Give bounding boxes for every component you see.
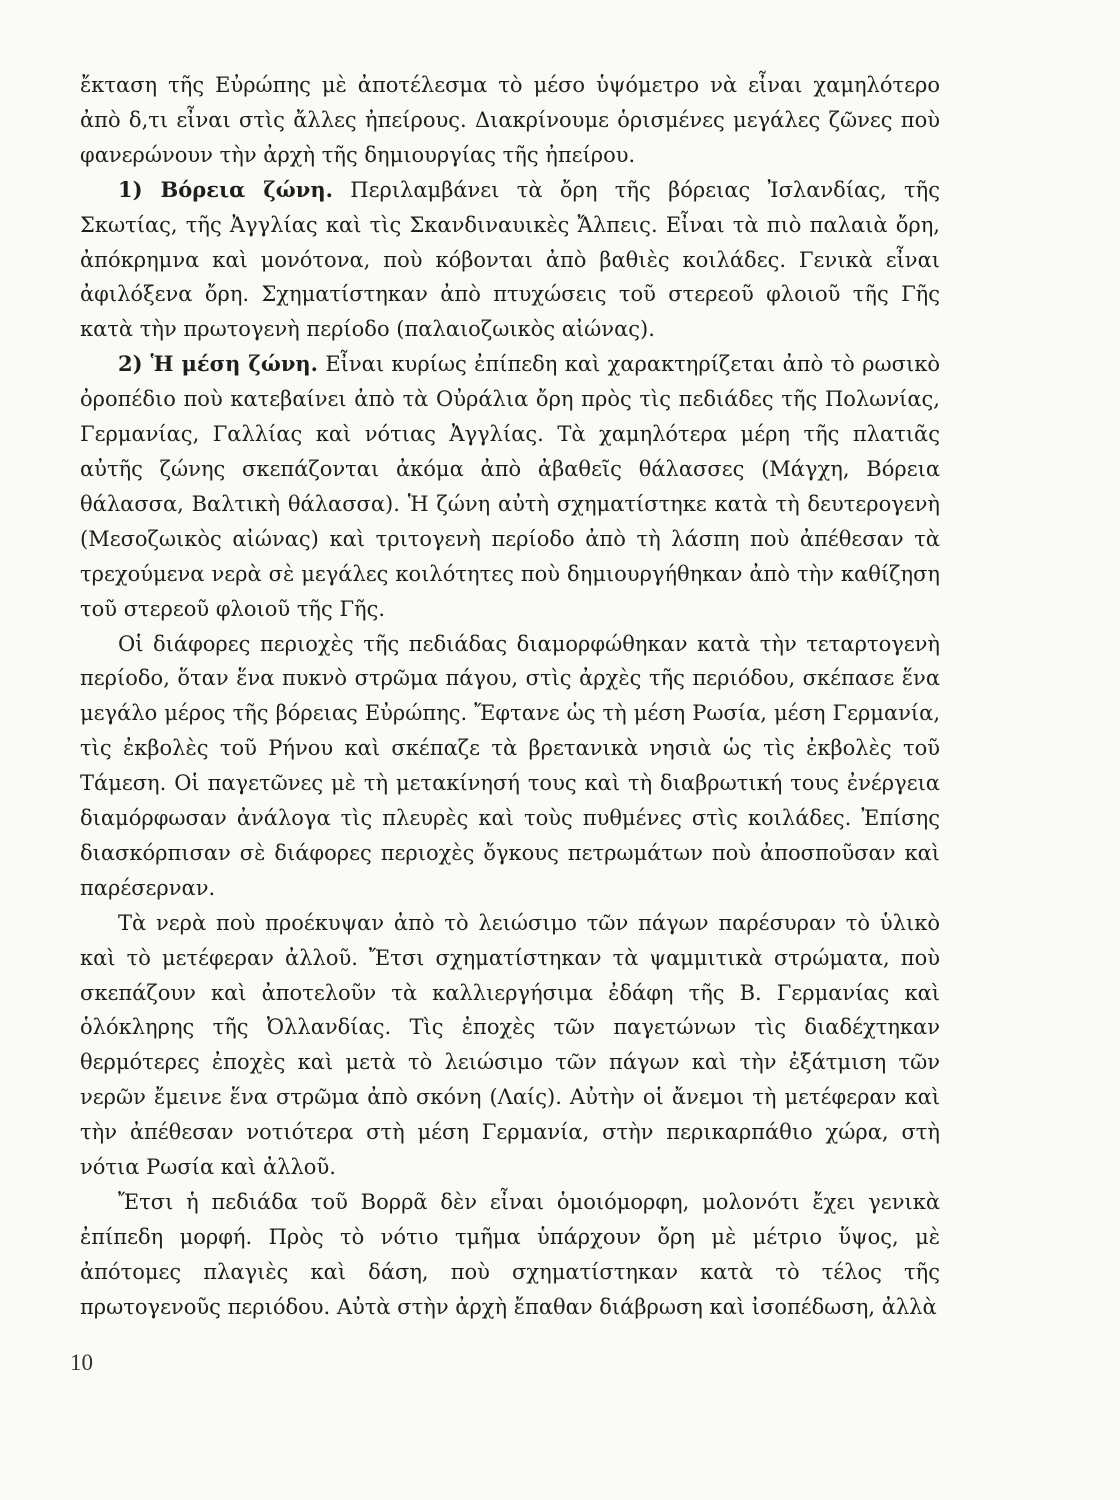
paragraph-4 <box>80 627 940 906</box>
section-heading-northern-zone: 1) Βόρεια ζώνη. <box>118 176 333 202</box>
paragraph-text: Περιλαμβάνει τὰ ὄρη τῆς βόρειας Ἰσλανδίας, τῆς Σκωτίας, τῆς Ἀγγλίας καὶ τὶς Σκανδιναυικὲς Ἄλπεις. Εἶναι τὰ πιὸ παλαιὰ ὄρη, ἀπόκρημνα καὶ μονότονα, ποὺ κόβονται ἀπὸ βαθιὲς κοιλάδες. Γενικὰ εἶναι ἀφιλόξενα ὄρη. Σχηματίστηκαν ἀπὸ πτυχώσεις τοῦ στερεοῦ φλοιοῦ τῆς Γῆς κατὰ τὴν πρωτογενὴ περίοδο (παλαιοζωικὸς αἰώνας). <box>80 177 940 342</box>
paragraph-5 <box>80 906 940 1185</box>
paragraph-1 <box>80 68 940 173</box>
paragraph-text: ἔκταση τῆς Εὐρώπης μὲ ἀποτέλεσμα τὸ μέσο ὑψόμετρο νὰ εἶναι χαμηλότερο ἀπὸ δ,τι εἶναι στὶς ἄλλες ἠπείρους. Διακρίνουμε ὁρισμένες μεγάλες ζῶνες ποὺ φανερώνουν τὴν ἀρχὴ τῆς δημιουργίας τῆς ἠπείρου. <box>80 73 940 167</box>
paragraph-6 <box>80 1185 940 1325</box>
section-heading-middle-zone: 2) Ἡ μέση ζώνη. <box>118 351 318 377</box>
page-body <box>80 68 940 1325</box>
paragraph-text: Ἔτσι ἡ πεδιάδα τοῦ Βορρᾶ δὲν εἶναι ὁμοιόμορφη, μολονότι ἔχει γενικὰ ἐπίπεδη μορφή. Πρὸς τὸ νότιο τμῆμα ὑπάρχουν ὄρη μὲ μέτριο ὕψος, μὲ ἀπότομες πλαγιὲς καὶ δάση, ποὺ σχηματίστηκαν κατὰ τὸ τέλος τῆς πρωτογενοῦς περιόδου. Αὐτὰ στὴν ἀρχὴ ἔπαθαν διάβρωση καὶ ἰσοπέδωση, ἀλλὰ <box>80 1190 940 1319</box>
paragraph-northern-zone <box>80 173 940 348</box>
page-number: 10 <box>70 1350 93 1375</box>
paragraph-middle-zone <box>80 347 940 626</box>
paragraph-text: Τὰ νερὰ ποὺ προέκυψαν ἀπὸ τὸ λειώσιμο τῶν πάγων παρέσυραν τὸ ὑλικὸ καὶ τὸ μετέφεραν ἀλλοῦ. Ἔτσι σχηματίστηκαν τὰ ψαμμιτικὰ στρώματα, ποὺ σκεπάζουν καὶ ἀποτελοῦν τὰ καλλιεργήσιμα ἐδάφη τῆς Β. Γερμανίας καὶ ὁλόκληρης τῆς Ὀλλανδίας. Τὶς ἐποχὲς τῶν παγετώνων τὶς διαδέχτηκαν θερμότερες ἐποχὲς καὶ μετὰ τὸ λειώσιμο τῶν πάγων καὶ τὴν ἐξάτμιση τῶν νερῶν ἔμεινε ἕνα στρῶμα ἀπὸ σκόνη (Λαίς). Αὐτὴν οἱ ἄνεμοι τὴ μετέφεραν καὶ τὴν ἀπέθεσαν νοτιότερα στὴ μέση Γερμανία, στὴν περικαρπάθιο χώρα, στὴ νότια Ρωσία καὶ ἀλλοῦ. <box>80 910 940 1180</box>
paragraph-text: Οἱ διάφορες περιοχὲς τῆς πεδιάδας διαμορφώθηκαν κατὰ τὴν τεταρτογενὴ περίοδο, ὅταν ἕνα πυκνὸ στρῶμα πάγου, στὶς ἀρχὲς τῆς περιόδου, σκέπασε ἕνα μεγάλο μέρος τῆς βόρειας Εὐρώπης. Ἔφτανε ὡς τὴ μέση Ρωσία, μέση Γερμανία, τὶς ἐκβολὲς τοῦ Ρήνου καὶ σκέπαζε τὰ βρετανικὰ νησιὰ ὡς τὶς ἐκβολὲς τοῦ Τάμεση. Οἱ παγετῶνες μὲ τὴ μετακίνησή τους καὶ τὴ διαβρωτική τους ἐνέργεια διαμόρφωσαν ἀνάλογα τὶς πλευρὲς καὶ τοὺς πυθμένες στὶς κοιλάδες. Ἐπίσης διασκόρπισαν σὲ διάφορες περιοχὲς ὄγκους πετρωμάτων ποὺ ἀποσποῦσαν καὶ παρέσερναν. <box>80 631 940 900</box>
paragraph-text: Εἶναι κυρίως ἐπίπεδη καὶ χαρακτηρίζεται ἀπὸ τὸ ρωσικὸ ὀροπέδιο ποὺ κατεβαίνει ἀπὸ τὰ Οὐράλια ὄρη πρὸς τὶς πεδιάδες τῆς Πολωνίας, Γερμανίας, Γαλλίας καὶ νότιας Ἀγγλίας. Τὰ χαμηλότερα μέρη τῆς πλατιᾶς αὐτῆς ζώνης σκεπάζονται ἀκόμα ἀπὸ ἀβαθεῖς θάλασσες (Μάγχη, Βόρεια θάλασσα, Βαλτικὴ θάλασσα). Ἡ ζώνη αὐτὴ σχηματίστηκε κατὰ τὴ δευτερογενὴ (Μεσοζωικὸς αἰώνας) καὶ τριτογενὴ περίοδο ἀπὸ τὴ λάσπη ποὺ ἀπέθεσαν τὰ τρεχούμενα νερὰ σὲ μεγάλες κοιλότητες ποὺ δημιουργήθηκαν ἀπὸ τὴν καθίζηση τοῦ στερεοῦ φλοιοῦ τῆς Γῆς. <box>80 352 940 621</box>
